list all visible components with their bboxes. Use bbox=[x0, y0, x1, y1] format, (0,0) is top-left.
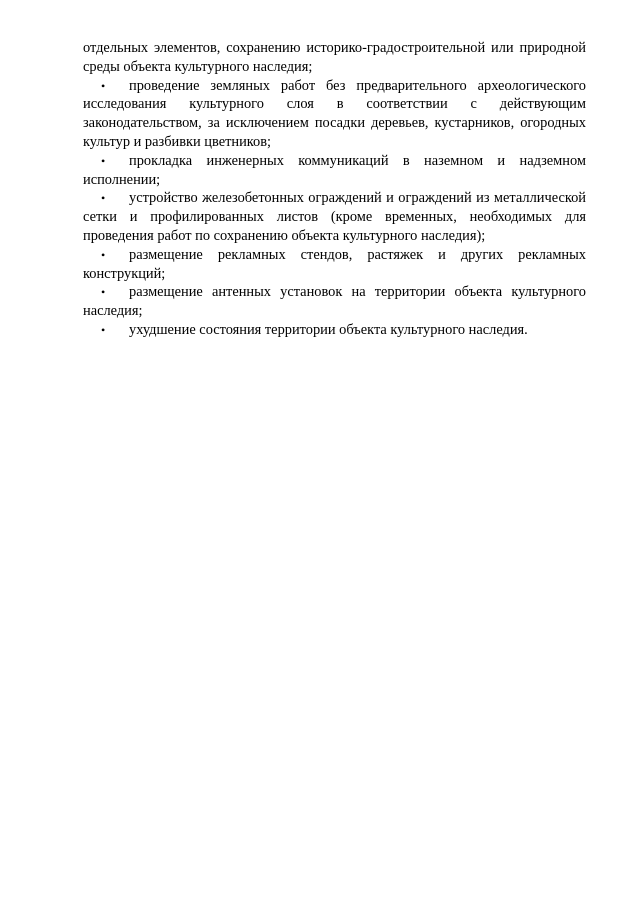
bullet-icon: • bbox=[101, 191, 106, 206]
list-item bbox=[83, 152, 586, 190]
list-item-text: ухудшение состояния территории объекта культурного наследия. bbox=[129, 321, 528, 338]
intro-paragraph: отдельных элементов, сохранению историко-градостроительной или природной среды объекта культурного наследия; bbox=[83, 40, 586, 75]
list-item-text: устройство железобетонных ограждений и ограждений из металлической сетки и профилированных листов (кроме временных, необходимых для проведения работ по сохранению объекта культурного наследия); bbox=[83, 190, 586, 244]
bullet-icon: • bbox=[101, 153, 106, 168]
list-item-text: проведение земляных работ без предварительного археологического исследования культурного слоя в соответствии с действующим законодательством, за исключением посадки деревьев, кустарников, огородных культур и разбивки цветников; bbox=[83, 77, 586, 150]
bullet-icon: • bbox=[101, 322, 106, 337]
list-item bbox=[83, 189, 586, 245]
bullet-icon: • bbox=[101, 78, 106, 93]
bullet-icon: • bbox=[101, 285, 106, 300]
restrictions-list bbox=[83, 77, 586, 340]
list-item-text: размещение рекламных стендов, растяжек и других рекламных конструкций; bbox=[83, 246, 586, 282]
list-item bbox=[83, 283, 586, 321]
list-item bbox=[83, 246, 586, 284]
bullet-icon: • bbox=[101, 247, 106, 262]
list-item-text: прокладка инженерных коммуникаций в наземном и надземном исполнении; bbox=[83, 152, 586, 188]
list-item bbox=[83, 321, 586, 340]
list-item-text: размещение антенных установок на территории объекта культурного наследия; bbox=[83, 284, 586, 320]
list-item bbox=[83, 77, 586, 152]
